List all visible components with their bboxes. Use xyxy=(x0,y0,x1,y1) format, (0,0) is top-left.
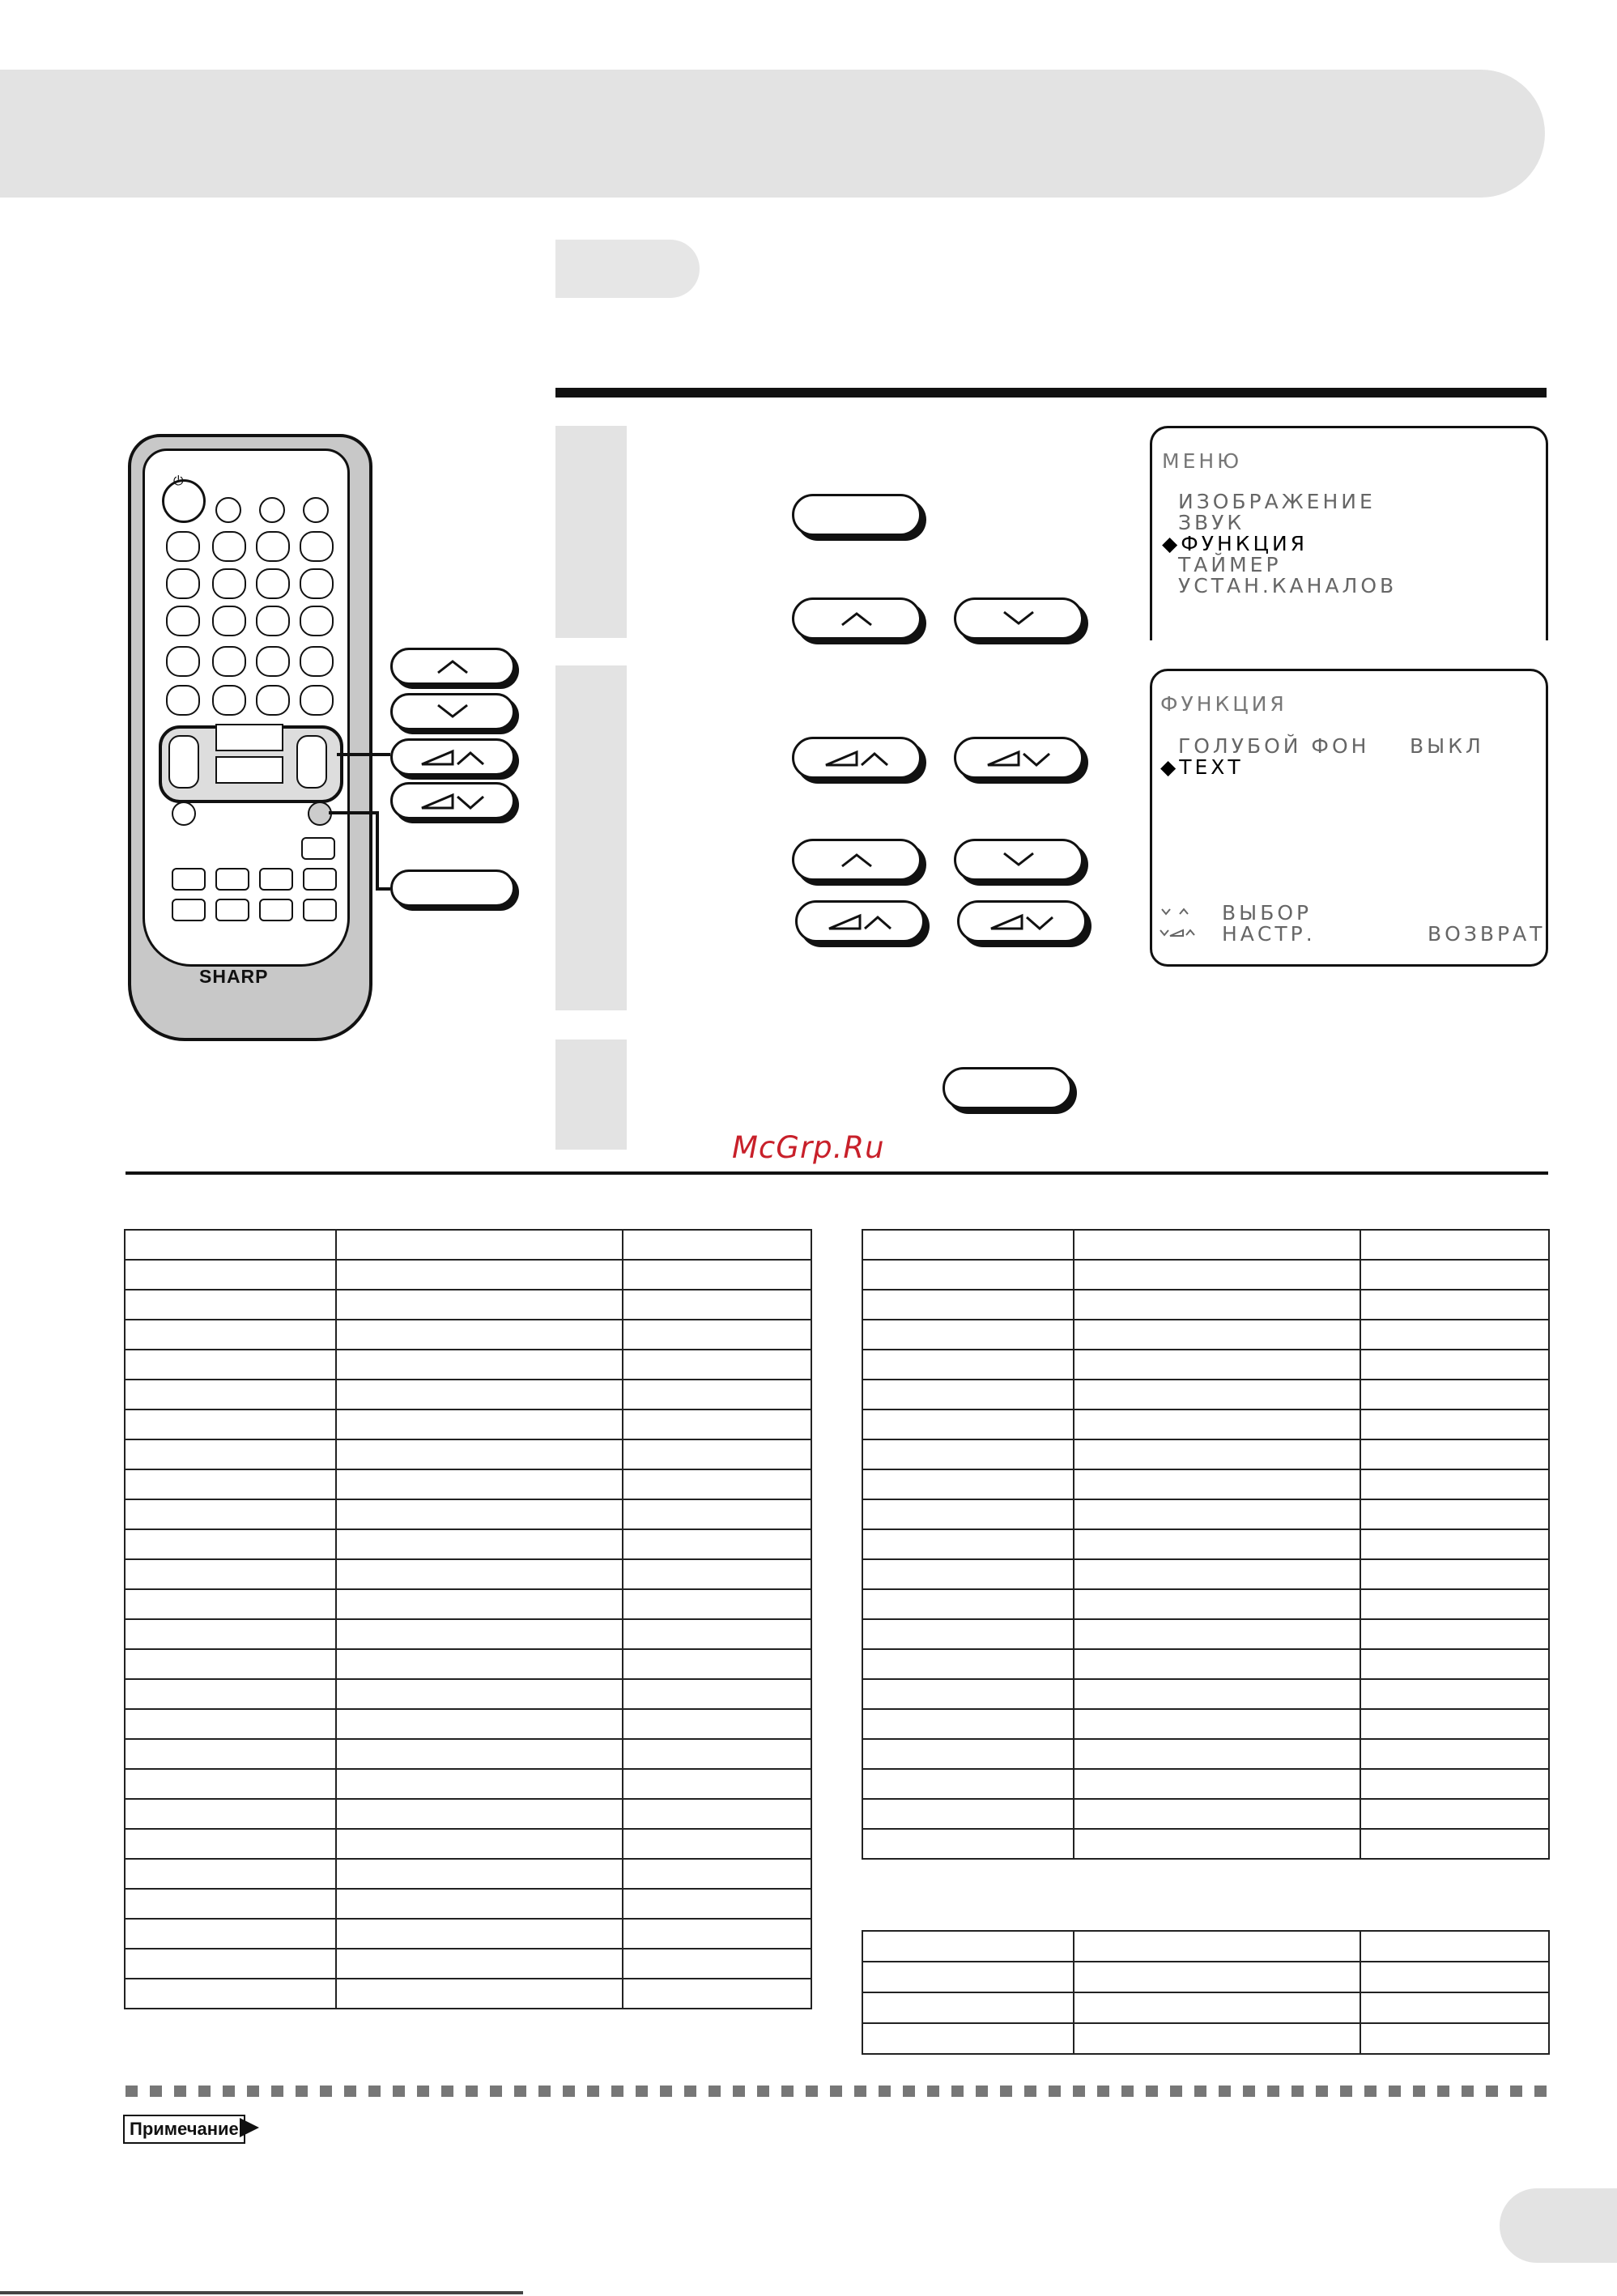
table-row xyxy=(862,1350,1549,1380)
table-row xyxy=(862,1469,1549,1499)
table-row xyxy=(125,1589,811,1619)
table-row xyxy=(125,1409,811,1439)
callout-channel-up[interactable] xyxy=(390,648,515,685)
table-row xyxy=(862,1529,1549,1559)
callout-channel-down[interactable] xyxy=(390,693,515,730)
chevron-up-icon xyxy=(436,658,469,674)
table-row xyxy=(862,1649,1549,1679)
table-row xyxy=(862,1290,1549,1320)
dashed-separator xyxy=(126,2086,1548,2097)
table-left-body xyxy=(125,1230,811,2009)
table-row xyxy=(862,1559,1549,1589)
table-row xyxy=(125,1469,811,1499)
menu-item-sound: ЗВУК xyxy=(1178,511,1245,534)
menu-item-timer: ТАЙМЕР xyxy=(1178,553,1282,576)
table-row xyxy=(125,1260,811,1290)
table-row xyxy=(125,1619,811,1649)
table-row xyxy=(862,1769,1549,1799)
table-row xyxy=(125,1649,811,1679)
table-row xyxy=(862,1619,1549,1649)
table-row xyxy=(862,1409,1549,1439)
table-row xyxy=(125,1499,811,1529)
table-row xyxy=(862,1499,1549,1529)
table-row xyxy=(862,1739,1549,1769)
function-row-blue-bg-value: ВЫКЛ xyxy=(1410,734,1484,758)
table-row xyxy=(125,1559,811,1589)
section-rule xyxy=(126,1171,1548,1175)
note-label: Примечание xyxy=(130,2119,239,2139)
function-screen-title: ФУНКЦИЯ xyxy=(1160,692,1287,716)
table-row xyxy=(862,2023,1549,2054)
table-row xyxy=(862,1992,1549,2023)
table-row xyxy=(125,1679,811,1709)
help-adjust-label: НАСТР. xyxy=(1222,922,1316,946)
volume-down-icon xyxy=(420,792,485,810)
remote-brand-logo: SHARP xyxy=(199,966,269,987)
table-row xyxy=(125,1949,811,1979)
table-row xyxy=(125,1230,811,1260)
table-row xyxy=(125,1859,811,1889)
function-row-text: ◆ТЕХТ xyxy=(1160,755,1244,779)
table-row xyxy=(125,1979,811,2009)
table-row xyxy=(125,1529,811,1559)
table-small xyxy=(862,1930,1550,2055)
callout-menu[interactable] xyxy=(390,870,515,907)
callout-volume-up[interactable] xyxy=(390,738,515,776)
footer-rule xyxy=(0,2291,523,2294)
menu-item-function: ◆ФУНКЦИЯ xyxy=(1162,532,1308,555)
table-left xyxy=(124,1229,812,2009)
table-row xyxy=(125,1709,811,1739)
table-row xyxy=(862,1679,1549,1709)
callout-volume-down[interactable] xyxy=(390,782,515,819)
table-row xyxy=(125,1739,811,1769)
table-row xyxy=(125,1829,811,1859)
table-row xyxy=(862,1380,1549,1409)
note-arrow-icon xyxy=(238,2116,261,2139)
page-number-tab xyxy=(1500,2188,1617,2263)
table-row xyxy=(862,1230,1549,1260)
table-row xyxy=(125,1799,811,1829)
table-row xyxy=(862,1962,1549,1992)
table-row xyxy=(862,1709,1549,1739)
help-select-label: ВЫБОР xyxy=(1222,901,1313,925)
table-row xyxy=(125,1439,811,1469)
chevron-down-icon xyxy=(436,704,469,720)
help-return-label: ВОЗВРАТ xyxy=(1428,922,1546,946)
table-row xyxy=(862,1320,1549,1350)
table-row xyxy=(125,1320,811,1350)
table-row xyxy=(125,1350,811,1380)
table-row xyxy=(862,1589,1549,1619)
table-row xyxy=(862,1439,1549,1469)
note-tag xyxy=(123,2115,245,2144)
watermark: McGrp.Ru xyxy=(732,1130,885,1165)
table-row xyxy=(125,1290,811,1320)
table-row xyxy=(125,1919,811,1949)
table-row xyxy=(862,1931,1549,1962)
table-row xyxy=(125,1769,811,1799)
table-row xyxy=(862,1829,1549,1859)
table-right xyxy=(862,1229,1550,1860)
menu-screen-title: МЕНЮ xyxy=(1162,449,1243,473)
volume-up-icon xyxy=(420,748,485,766)
menu-item-picture: ИЗОБРАЖЕНИЕ xyxy=(1178,490,1376,513)
table-row xyxy=(862,1799,1549,1829)
menu-item-channels: УСТАН.КАНАЛОВ xyxy=(1178,574,1398,597)
power-icon: ⏻ xyxy=(173,473,184,488)
table-row xyxy=(125,1380,811,1409)
table-row xyxy=(125,1889,811,1919)
function-row-blue-bg: ГОЛУБОЙ ФОН xyxy=(1178,734,1370,758)
table-row xyxy=(862,1260,1549,1290)
